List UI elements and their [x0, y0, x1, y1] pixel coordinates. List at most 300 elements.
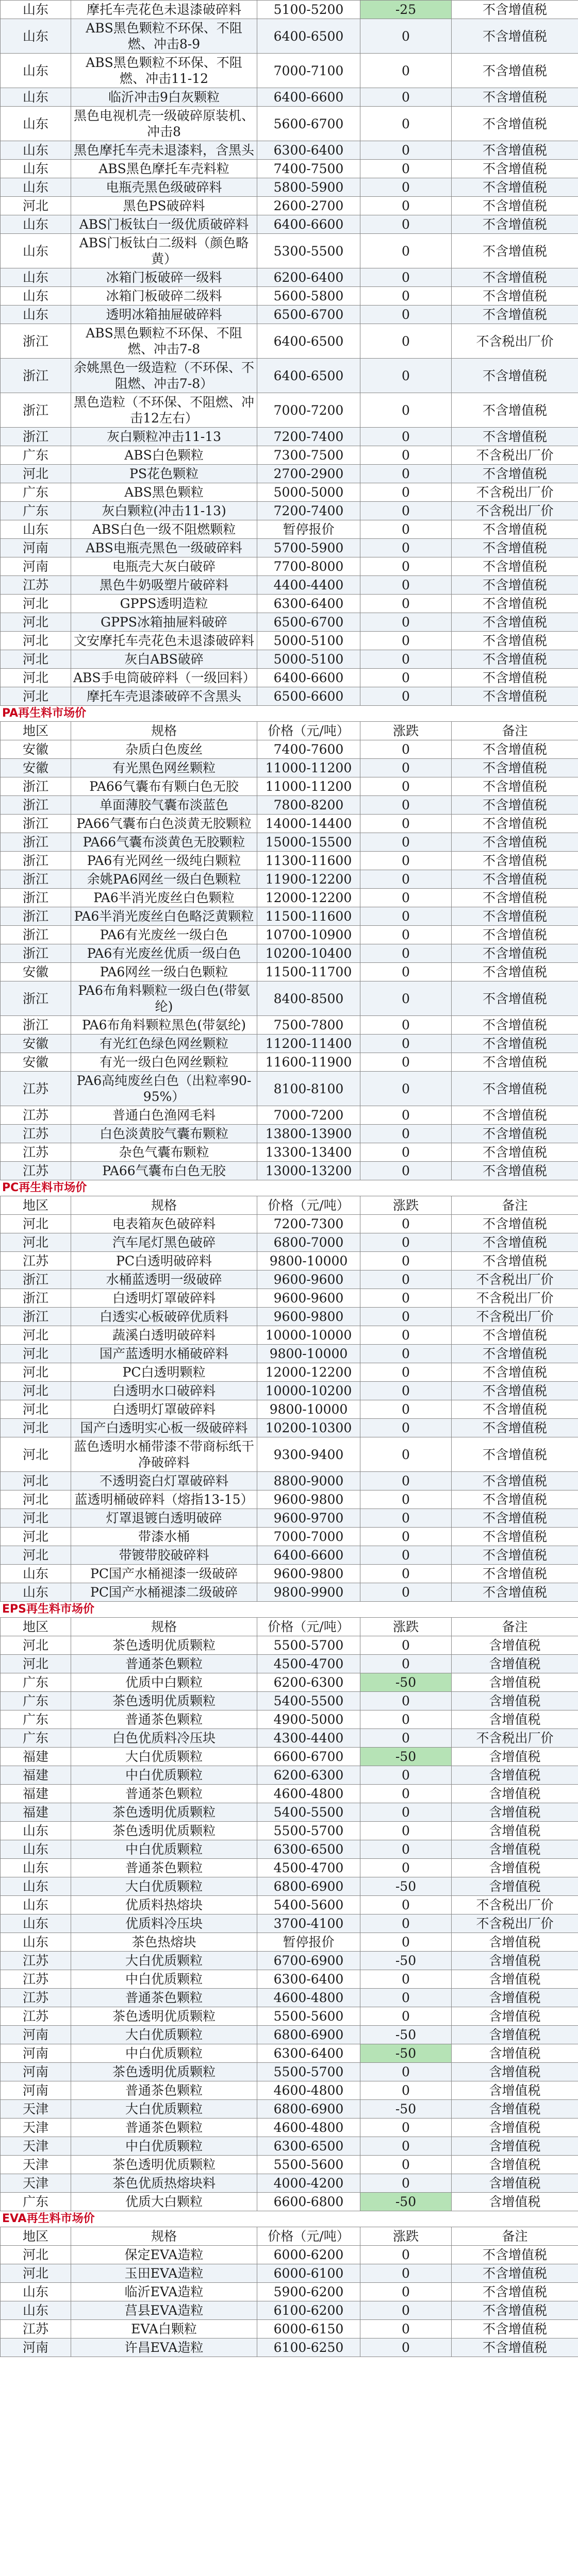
- table-row: [1, 1382, 578, 1400]
- table-row: [1, 1308, 578, 1326]
- price-cell: 5400-5500: [257, 1692, 360, 1710]
- note-cell: 不含税出厂价: [452, 502, 578, 520]
- price-cell: 13800-13900: [257, 1125, 360, 1143]
- region-cell: 广东: [1, 502, 71, 520]
- note-cell: 不含增值税: [452, 1053, 578, 1072]
- region-cell: 河北: [1, 1382, 71, 1400]
- region-cell: 江苏: [1, 1970, 71, 1989]
- spec-cell: 优质大白颗粒: [71, 2193, 257, 2211]
- region-cell: 广东: [1, 483, 71, 502]
- region-cell: 浙江: [1, 833, 71, 852]
- price-cell: 6100-6200: [257, 2301, 360, 2320]
- change-cell: -50: [360, 1952, 452, 1970]
- change-cell: 0: [360, 2174, 452, 2193]
- change-cell: 0: [360, 2246, 452, 2264]
- note-cell: 含增值税: [452, 1748, 578, 1766]
- spec-cell: 透明冰箱抽屉破碎料: [71, 306, 257, 324]
- spec-cell: 灰白ABS破碎: [71, 650, 257, 669]
- spec-cell: 黑色造粒（不环保、不阻燃、冲击12左右）: [71, 393, 257, 428]
- change-cell: 0: [360, 759, 452, 777]
- change-cell: 0: [360, 1692, 452, 1710]
- column-header: 地区: [1, 722, 71, 740]
- spec-cell: 茶色透明优质颗粒: [71, 1803, 257, 1822]
- region-cell: 山东: [1, 1933, 71, 1952]
- change-cell: 0: [360, 107, 452, 141]
- table-row: [1, 1270, 578, 1289]
- region-cell: 河北: [1, 595, 71, 613]
- change-cell: 0: [360, 1382, 452, 1400]
- spec-cell: 水桶蓝透明一级破碎: [71, 1270, 257, 1289]
- note-cell: 不含增值税: [452, 1400, 578, 1419]
- spec-cell: PA6网丝一级白色颗粒: [71, 963, 257, 981]
- note-cell: 不含增值税: [452, 1125, 578, 1143]
- column-header: 备注: [452, 722, 578, 740]
- table-row: [1, 852, 578, 870]
- region-cell: 安徽: [1, 963, 71, 981]
- table-row: [1, 557, 578, 576]
- table-row: [1, 1970, 578, 1989]
- price-cell: 11500-11700: [257, 963, 360, 981]
- region-cell: 河北: [1, 1636, 71, 1655]
- spec-cell: 大白优质颗粒: [71, 2100, 257, 2119]
- change-cell: 0: [360, 465, 452, 483]
- change-cell: 0: [360, 576, 452, 595]
- region-cell: 福建: [1, 1785, 71, 1803]
- change-cell: 0: [360, 1016, 452, 1035]
- note-cell: 不含增值税: [452, 107, 578, 141]
- spec-cell: 茶色透明优质颗粒: [71, 1636, 257, 1655]
- note-cell: 不含增值税: [452, 520, 578, 539]
- region-cell: 河南: [1, 539, 71, 557]
- price-cell: 9800-10000: [257, 1400, 360, 1419]
- note-cell: 含增值税: [452, 2119, 578, 2137]
- price-cell: 12000-12200: [257, 1363, 360, 1382]
- table-row: [1, 815, 578, 833]
- table-row: [1, 2301, 578, 2320]
- column-header: 价格（元/吨）: [257, 1196, 360, 1215]
- price-cell: 9600-9800: [257, 1308, 360, 1326]
- table-row: [1, 234, 578, 268]
- spec-cell: 普通茶色颗粒: [71, 1859, 257, 1877]
- table-row: [1, 1252, 578, 1270]
- note-cell: 含增值税: [452, 1933, 578, 1952]
- change-cell: 0: [360, 1162, 452, 1180]
- region-cell: 江苏: [1, 1143, 71, 1162]
- note-cell: 含增值税: [452, 2156, 578, 2174]
- table-row: [1, 502, 578, 520]
- change-cell: 0: [360, 1400, 452, 1419]
- price-cell: 5600-5800: [257, 287, 360, 306]
- spec-cell: ABS黑色颗粒不环保、不阻燃、冲击8-9: [71, 19, 257, 54]
- note-cell: 不含增值税: [452, 393, 578, 428]
- price-cell: 10200-10400: [257, 944, 360, 963]
- spec-cell: 临沂EVA造粒: [71, 2283, 257, 2301]
- spec-cell: PA6有光废丝一级白色: [71, 926, 257, 944]
- table-row: [1, 359, 578, 393]
- table-row: [1, 1437, 578, 1472]
- region-cell: 浙江: [1, 870, 71, 889]
- table-row: [1, 197, 578, 215]
- price-cell: 9600-9600: [257, 1289, 360, 1308]
- price-cell: 9300-9400: [257, 1437, 360, 1472]
- price-cell: 4500-4700: [257, 1859, 360, 1877]
- table-row: [1, 1840, 578, 1859]
- spec-cell: 大白优质颗粒: [71, 1877, 257, 1896]
- table-row: [1, 2338, 578, 2357]
- note-cell: 含增值税: [452, 1803, 578, 1822]
- region-cell: 江苏: [1, 576, 71, 595]
- note-cell: 不含增值税: [452, 557, 578, 576]
- change-cell: 0: [360, 160, 452, 178]
- price-cell: 7000-7200: [257, 393, 360, 428]
- table-row: [1, 595, 578, 613]
- table-row: [1, 2007, 578, 2026]
- note-cell: 不含增值税: [452, 889, 578, 907]
- price-cell: 7000-7200: [257, 1106, 360, 1125]
- spec-cell: 带漆水桶: [71, 1528, 257, 1546]
- change-cell: 0: [360, 215, 452, 234]
- table-row: [1, 2193, 578, 2211]
- change-cell: 0: [360, 796, 452, 815]
- region-cell: 河北: [1, 1400, 71, 1419]
- region-cell: 浙江: [1, 428, 71, 446]
- spec-cell: 普通茶色颗粒: [71, 1989, 257, 2007]
- region-cell: 浙江: [1, 1016, 71, 1035]
- change-cell: 0: [360, 1106, 452, 1125]
- note-cell: 不含增值税: [452, 141, 578, 160]
- region-cell: 山东: [1, 215, 71, 234]
- price-cell: 4000-4200: [257, 2174, 360, 2193]
- region-cell: 河北: [1, 650, 71, 669]
- table-row: [1, 539, 578, 557]
- spec-cell: PS花色颗粒: [71, 465, 257, 483]
- region-cell: 河北: [1, 613, 71, 632]
- change-cell: 0: [360, 1989, 452, 2007]
- change-cell: 0: [360, 141, 452, 160]
- change-cell: 0: [360, 944, 452, 963]
- note-cell: 不含增值税: [452, 944, 578, 963]
- table-row: [1, 446, 578, 465]
- table-row: [1, 833, 578, 852]
- price-cell: 6000-6100: [257, 2264, 360, 2283]
- region-cell: 山东: [1, 1822, 71, 1840]
- table-row: [1, 2264, 578, 2283]
- table-row: [1, 2026, 578, 2044]
- column-header: 价格（元/吨）: [257, 1618, 360, 1636]
- price-cell: 6300-6400: [257, 2044, 360, 2063]
- region-cell: 山东: [1, 1859, 71, 1877]
- price-cell: 5400-5500: [257, 1803, 360, 1822]
- note-cell: 不含税出厂价: [452, 446, 578, 465]
- note-cell: 不含增值税: [452, 306, 578, 324]
- price-cell: 7400-7500: [257, 160, 360, 178]
- price-cell: 10000-10000: [257, 1326, 360, 1345]
- price-cell: 5700-5900: [257, 539, 360, 557]
- spec-cell: 大白优质颗粒: [71, 2026, 257, 2044]
- region-cell: 广东: [1, 1692, 71, 1710]
- table-row: [1, 1125, 578, 1143]
- table-row: [1, 2156, 578, 2174]
- region-cell: 浙江: [1, 324, 71, 359]
- table-row: [1, 268, 578, 287]
- spec-cell: PA6布角料颗粒一级白色(带氨纶): [71, 981, 257, 1016]
- spec-cell: 电瓶壳大灰白破碎: [71, 557, 257, 576]
- region-cell: 天津: [1, 2156, 71, 2174]
- price-cell: 4600-4800: [257, 2081, 360, 2100]
- note-cell: 含增值税: [452, 1952, 578, 1970]
- region-cell: 山东: [1, 1583, 71, 1602]
- change-cell: 0: [360, 1528, 452, 1546]
- price-cell: 14000-14400: [257, 815, 360, 833]
- region-cell: 福建: [1, 1803, 71, 1822]
- note-cell: 不含增值税: [452, 2264, 578, 2283]
- spec-cell: 不透明瓷白灯罩破碎料: [71, 1472, 257, 1490]
- table-row: [1, 54, 578, 88]
- spec-cell: 普通茶色颗粒: [71, 1785, 257, 1803]
- note-cell: 不含增值税: [452, 1345, 578, 1363]
- spec-cell: 普通茶色颗粒: [71, 1655, 257, 1673]
- price-cell: 5000-5000: [257, 483, 360, 502]
- note-cell: 不含增值税: [452, 833, 578, 852]
- region-cell: 浙江: [1, 393, 71, 428]
- note-cell: 含增值税: [452, 1989, 578, 2007]
- change-cell: 0: [360, 1729, 452, 1748]
- price-cell: 7200-7300: [257, 1215, 360, 1233]
- price-cell: 6200-6400: [257, 268, 360, 287]
- table-row: [1, 2044, 578, 2063]
- change-cell: 0: [360, 2301, 452, 2320]
- change-cell: 0: [360, 1363, 452, 1382]
- table-row: [1, 1729, 578, 1748]
- change-cell: -50: [360, 1748, 452, 1766]
- note-cell: 不含增值税: [452, 1490, 578, 1509]
- price-cell: 7300-7500: [257, 446, 360, 465]
- spec-cell: 茶色透明优质颗粒: [71, 1822, 257, 1840]
- region-cell: 广东: [1, 446, 71, 465]
- table-header-row: [1, 1196, 578, 1215]
- price-cell: 11900-12200: [257, 870, 360, 889]
- price-cell: 6600-6800: [257, 2193, 360, 2211]
- note-cell: 不含增值税: [452, 88, 578, 107]
- note-cell: 不含税出厂价: [452, 1289, 578, 1308]
- region-cell: 河南: [1, 2063, 71, 2081]
- note-cell: 含增值税: [452, 2063, 578, 2081]
- price-cell: 2700-2900: [257, 465, 360, 483]
- table-row: [1, 287, 578, 306]
- change-cell: 0: [360, 1308, 452, 1326]
- region-cell: 河北: [1, 1509, 71, 1528]
- note-cell: 不含增值税: [452, 2246, 578, 2264]
- spec-cell: 临沂冲击9白灰颗粒: [71, 88, 257, 107]
- change-cell: 0: [360, 1710, 452, 1729]
- change-cell: 0: [360, 650, 452, 669]
- spec-cell: 杂质白色废丝: [71, 740, 257, 759]
- eps-price-table: [0, 1617, 578, 2211]
- table-row: [1, 796, 578, 815]
- change-cell: 0: [360, 1326, 452, 1345]
- price-cell: 5000-5100: [257, 650, 360, 669]
- table-row: [1, 613, 578, 632]
- spec-cell: 带镀带胶破碎料: [71, 1546, 257, 1565]
- change-cell: 0: [360, 520, 452, 539]
- note-cell: 不含增值税: [452, 963, 578, 981]
- region-cell: 福建: [1, 1748, 71, 1766]
- change-cell: 0: [360, 1766, 452, 1785]
- region-cell: 山东: [1, 160, 71, 178]
- table-row: [1, 215, 578, 234]
- table-row: [1, 1803, 578, 1822]
- change-cell: 0: [360, 359, 452, 393]
- note-cell: 不含增值税: [452, 1, 578, 19]
- change-cell: 0: [360, 1933, 452, 1952]
- note-cell: 不含增值税: [452, 1252, 578, 1270]
- price-cell: 6300-6400: [257, 595, 360, 613]
- change-cell: 0: [360, 1143, 452, 1162]
- table-row: [1, 1636, 578, 1655]
- note-cell: 含增值税: [452, 2007, 578, 2026]
- change-cell: 0: [360, 19, 452, 54]
- note-cell: 不含增值税: [452, 1472, 578, 1490]
- change-cell: 0: [360, 268, 452, 287]
- spec-cell: PA66气囊布淡黄色无胶颗粒: [71, 833, 257, 852]
- table-row: [1, 1035, 578, 1053]
- region-cell: 浙江: [1, 907, 71, 926]
- spec-cell: PA6高纯废丝白色（出粒率90-95%）: [71, 1072, 257, 1106]
- region-cell: 安徽: [1, 759, 71, 777]
- region-cell: 江苏: [1, 1252, 71, 1270]
- spec-cell: 许昌EVA造粒: [71, 2338, 257, 2357]
- region-cell: 浙江: [1, 1308, 71, 1326]
- change-cell: 0: [360, 1053, 452, 1072]
- table-row: [1, 1072, 578, 1106]
- note-cell: 不含增值税: [452, 197, 578, 215]
- table-row: [1, 650, 578, 669]
- table-row: [1, 1326, 578, 1345]
- price-cell: 6400-6500: [257, 324, 360, 359]
- spec-cell: 中白优质颗粒: [71, 1766, 257, 1785]
- note-cell: 含增值税: [452, 2137, 578, 2156]
- price-cell: 11000-11200: [257, 777, 360, 796]
- spec-cell: 电表箱灰色破碎料: [71, 1215, 257, 1233]
- table-row: [1, 1143, 578, 1162]
- region-cell: 河南: [1, 2338, 71, 2357]
- price-cell: 6400-6600: [257, 215, 360, 234]
- price-cell: 9600-9600: [257, 1270, 360, 1289]
- spec-cell: PA66气囊布白色淡黄无胶颗粒: [71, 815, 257, 833]
- table-row: [1, 2119, 578, 2137]
- region-cell: 浙江: [1, 777, 71, 796]
- table-row: [1, 1233, 578, 1252]
- change-cell: 0: [360, 1035, 452, 1053]
- region-cell: 浙江: [1, 1270, 71, 1289]
- spec-cell: 国产蓝透明水桶破碎料: [71, 1345, 257, 1363]
- change-cell: -50: [360, 2044, 452, 2063]
- table-row: [1, 1914, 578, 1933]
- region-cell: 山东: [1, 88, 71, 107]
- price-cell: 5500-5700: [257, 1636, 360, 1655]
- price-cell: 6800-6900: [257, 2100, 360, 2119]
- price-cell: 7000-7000: [257, 1528, 360, 1546]
- note-cell: 含增值税: [452, 2026, 578, 2044]
- region-cell: 河北: [1, 465, 71, 483]
- table-row: [1, 963, 578, 981]
- pc-section-title: PC再生料市场价: [2, 1181, 87, 1194]
- spec-cell: 中白优质颗粒: [71, 1840, 257, 1859]
- note-cell: 含增值税: [452, 2193, 578, 2211]
- table-row: [1, 1016, 578, 1035]
- change-cell: 0: [360, 1419, 452, 1437]
- table-row: [1, 324, 578, 359]
- price-cell: 5500-5700: [257, 1822, 360, 1840]
- change-cell: 0: [360, 2137, 452, 2156]
- spec-cell: 优质中白颗粒: [71, 1673, 257, 1692]
- region-cell: 浙江: [1, 1289, 71, 1308]
- price-cell: 6800-6900: [257, 1877, 360, 1896]
- table-row: [1, 2246, 578, 2264]
- change-cell: 0: [360, 1803, 452, 1822]
- change-cell: 0: [360, 613, 452, 632]
- spec-cell: PA6半消光废丝白色略泛黄颗粒: [71, 907, 257, 926]
- spec-cell: 白透明灯罩破碎料: [71, 1400, 257, 1419]
- spec-cell: 蔬溪白透明破碎料: [71, 1326, 257, 1345]
- spec-cell: 白透实心板破碎优质料: [71, 1308, 257, 1326]
- spec-cell: ABS手电筒破碎料（一级回料）: [71, 669, 257, 687]
- region-cell: 河南: [1, 557, 71, 576]
- table-row: [1, 1419, 578, 1437]
- table-row: [1, 2320, 578, 2338]
- region-cell: 山东: [1, 1565, 71, 1583]
- table-row: [1, 1215, 578, 1233]
- note-cell: 不含增值税: [452, 650, 578, 669]
- price-cell: 9800-9900: [257, 1583, 360, 1602]
- change-cell: 0: [360, 234, 452, 268]
- table-row: [1, 2081, 578, 2100]
- change-cell: 0: [360, 1583, 452, 1602]
- spec-cell: 蓝透明桶破碎料（熔指13-15）: [71, 1490, 257, 1509]
- table-row: [1, 740, 578, 759]
- table-row: [1, 1565, 578, 1583]
- change-cell: 0: [360, 2320, 452, 2338]
- region-cell: 浙江: [1, 889, 71, 907]
- note-cell: 不含税出厂价: [452, 1729, 578, 1748]
- price-cell: 9600-9800: [257, 1490, 360, 1509]
- column-header: 涨跌: [360, 2227, 452, 2246]
- spec-cell: 蓝色透明水桶带漆不带商标纸干净破碎料: [71, 1437, 257, 1472]
- spec-cell: 茶色优质热熔块料: [71, 2174, 257, 2193]
- change-cell: -50: [360, 2026, 452, 2044]
- region-cell: 广东: [1, 1729, 71, 1748]
- table-row: [1, 1345, 578, 1363]
- change-cell: 0: [360, 963, 452, 981]
- note-cell: 含增值税: [452, 1822, 578, 1840]
- change-cell: 0: [360, 1970, 452, 1989]
- spec-cell: 余姚黑色一级造粒（不环保、不阻燃、冲击7-8）: [71, 359, 257, 393]
- price-cell: 11500-11600: [257, 907, 360, 926]
- region-cell: 江苏: [1, 1106, 71, 1125]
- price-cell: 6800-6900: [257, 2026, 360, 2044]
- spec-cell: 大白优质颗粒: [71, 1748, 257, 1766]
- region-cell: 河北: [1, 1437, 71, 1472]
- change-cell: 0: [360, 446, 452, 465]
- note-cell: 不含增值税: [452, 465, 578, 483]
- spec-cell: PC国产水桶褪漆二级破碎: [71, 1583, 257, 1602]
- price-cell: 5500-5700: [257, 2063, 360, 2081]
- note-cell: 不含增值税: [452, 160, 578, 178]
- price-cell: 6700-6900: [257, 1952, 360, 1970]
- note-cell: 不含增值税: [452, 1233, 578, 1252]
- region-cell: 浙江: [1, 944, 71, 963]
- region-cell: 江苏: [1, 2320, 71, 2338]
